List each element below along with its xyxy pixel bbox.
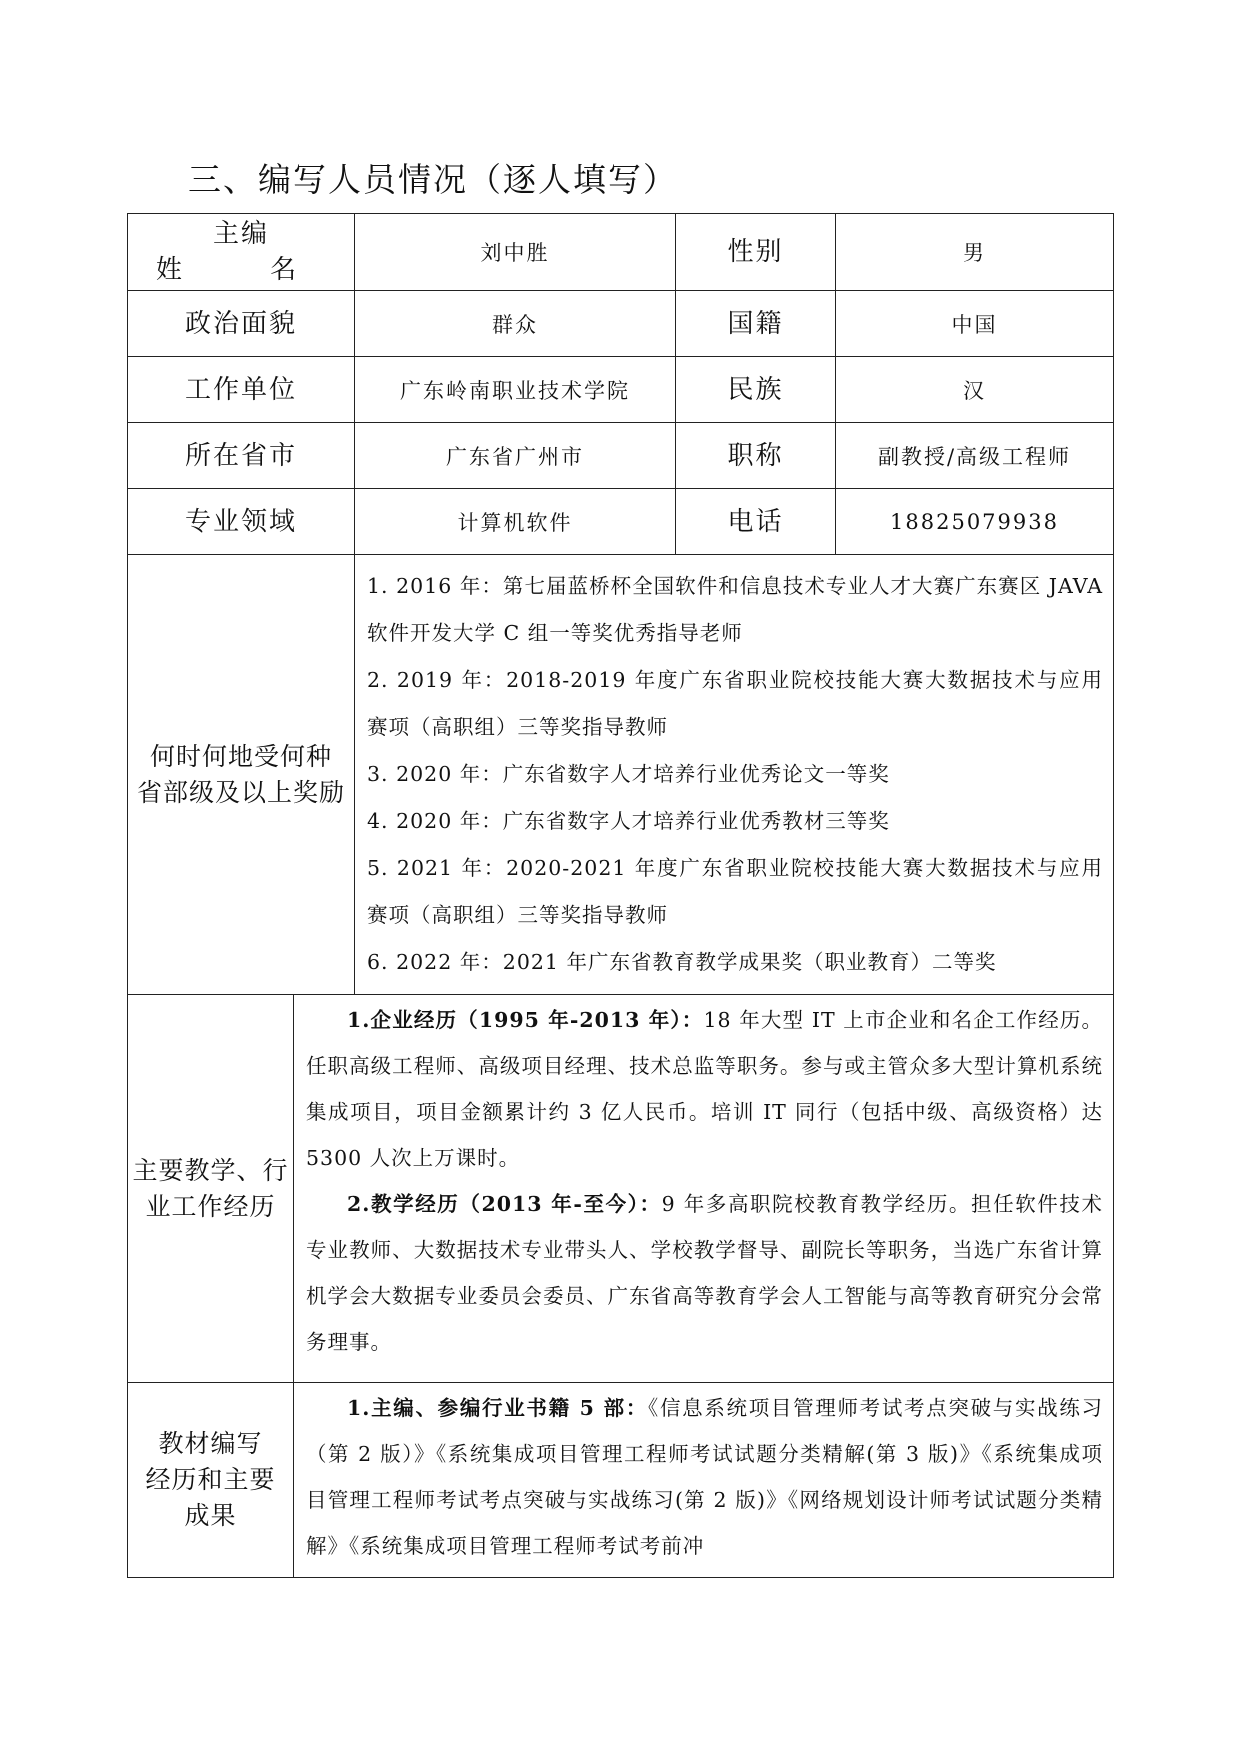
textbooks-label-line2: 经历和主要: [145, 1465, 276, 1494]
teaching-text: 9 年多高职院校教育教学经历。担任软件技术专业教师、大数据技术专业带头人、学校教学督导、副院长等职务，当选广东省计算机学会大数据专业委员会委员、广东省高等教育学会人工智能与高等教育研究分会常务理事。: [306, 1192, 1104, 1354]
row-textbooks: [128, 1383, 1114, 1578]
gender-label: 性别: [676, 214, 836, 291]
enterprise-experience: [306, 997, 1103, 1181]
award-item: 1. 2016 年：第七届蓝桥杯全国软件和信息技术专业人才大赛广东赛区 JAVA 软件开发大学 C 组一等奖优秀指导老师: [367, 574, 1104, 645]
section-heading: 三、编写人员情况（逐人填写）: [188, 160, 678, 199]
award-item: 3. 2020 年：广东省数字人才培养行业优秀论文一等奖: [367, 762, 890, 786]
phone-value: 18825079938: [836, 489, 1114, 555]
title-label: 职称: [676, 423, 836, 489]
experience-label-line1: 主要教学、行: [132, 1155, 289, 1185]
political-label: 政治面貌: [128, 291, 355, 357]
awards-label-line2: 省部级及以上奖励: [137, 777, 346, 807]
textbooks-label-line3: 成果: [184, 1501, 237, 1530]
employer-label: 工作单位: [128, 357, 355, 423]
row-location-title: [128, 423, 1114, 489]
name-value: 刘中胜: [355, 214, 676, 291]
phone-label: 电话: [676, 489, 836, 555]
experience-label: [128, 995, 294, 1383]
nationality-label: 国籍: [676, 291, 836, 357]
row-employer-ethnicity: [128, 357, 1114, 423]
books-text: 《信息系统项目管理师考试考点突破与实战练习（第 2 版）》《系统集成项目管理工程师考试试题分类精解(第 3 版)》《系统集成项目管理工程师考试考点突破与实战练习(第 2 版)》《网络规划设计师考试试题分类精解》《系统集成项目管理工程师考试考前冲: [306, 1396, 1104, 1558]
awards-content: [355, 555, 1114, 995]
books-heading: 1.主编、参编行业书籍 5 部：: [347, 1396, 649, 1420]
row-political-nationality: [128, 291, 1114, 357]
political-value: 群众: [355, 291, 676, 357]
award-item: 2. 2019 年：2018-2019 年度广东省职业院校技能大赛大数据技术与应用赛项（高职组）三等奖指导教师: [367, 668, 1104, 739]
row-name-gender: [128, 214, 1114, 291]
textbooks-content: [294, 1383, 1114, 1578]
award-item: 5. 2021 年：2020-2021 年度广东省职业院校技能大赛大数据技术与应用赛项（高职组）三等奖指导教师: [367, 856, 1104, 927]
award-item: 4. 2020 年：广东省数字人才培养行业优秀教材三等奖: [367, 809, 890, 833]
textbooks-label-line1: 教材编写: [158, 1429, 263, 1458]
location-label: 所在省市: [128, 423, 355, 489]
nationality-value: 中国: [836, 291, 1114, 357]
ethnicity-label: 民族: [676, 357, 836, 423]
title-value: 副教授/高级工程师: [836, 423, 1114, 489]
textbooks-label: [128, 1383, 294, 1578]
awards-label: [128, 555, 355, 995]
teaching-experience: [306, 1181, 1103, 1365]
editor-role-label: 主编: [213, 219, 270, 249]
experience-content: [294, 995, 1114, 1383]
field-label: 专业领域: [128, 489, 355, 555]
row-awards: [128, 555, 1114, 995]
experience-label-line2: 业工作经历: [145, 1191, 276, 1221]
name-label: 姓 名: [155, 255, 337, 285]
field-value: 计算机软件: [355, 489, 676, 555]
awards-label-line1: 何时何地受何种: [150, 741, 333, 771]
award-item: 6. 2022 年：2021 年广东省教育教学成果奖（职业教育）二等奖: [367, 950, 997, 974]
row-field-phone: [128, 489, 1114, 555]
teaching-heading: 2.教学经历（2013 年-至今）：: [347, 1192, 662, 1216]
name-label-cell: [128, 214, 355, 291]
ethnicity-value: 汉: [836, 357, 1114, 423]
enterprise-text: 18 年大型 IT 上市企业和名企工作经历。任职高级工程师、高级项目经理、技术总监等职务。参与或主管众多大型计算机系统集成项目，项目金额累计约 3 亿人民币。培训 IT 同行（包括中级、高级资格）达 5300 人次上万课时。: [306, 1008, 1104, 1170]
location-value: 广东省广州市: [355, 423, 676, 489]
books-paragraph: [306, 1385, 1103, 1569]
gender-value: 男: [836, 214, 1114, 291]
employer-value: 广东岭南职业技术学院: [355, 357, 676, 423]
editor-info-table: [127, 213, 1114, 1578]
row-experience: [128, 995, 1114, 1383]
enterprise-heading: 1.企业经历（1995 年-2013 年）：: [347, 1008, 704, 1032]
